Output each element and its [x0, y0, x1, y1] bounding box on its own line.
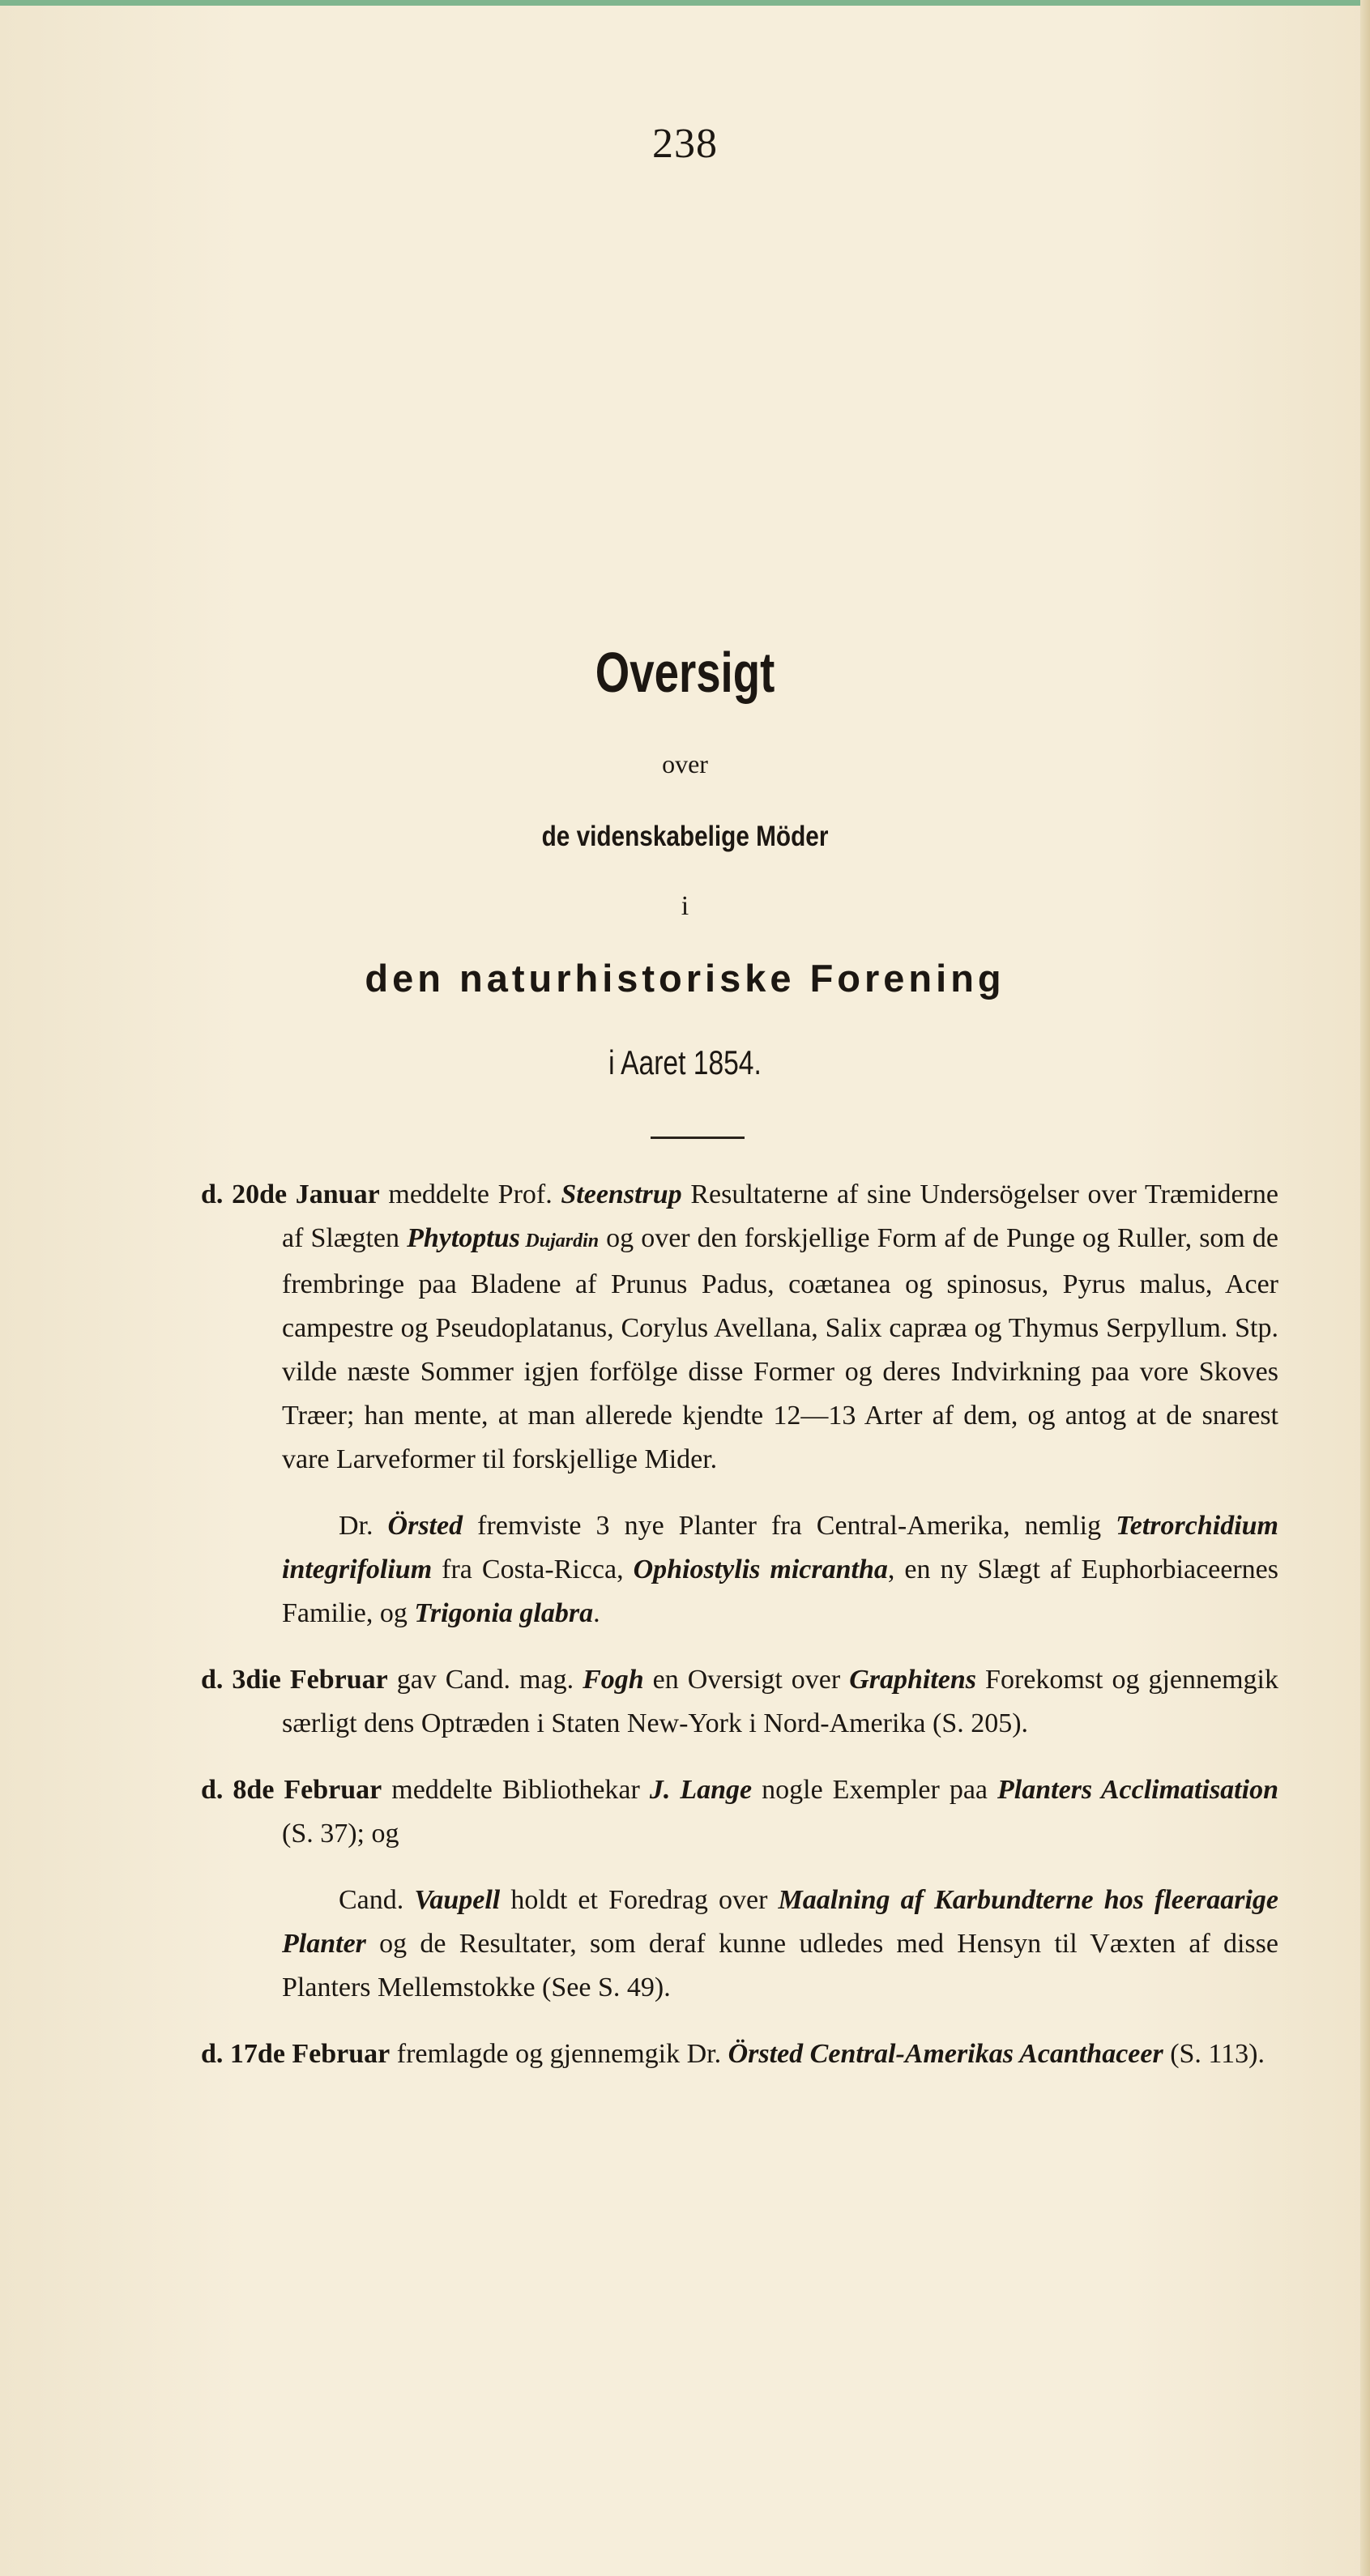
entry-text: gav Cand. mag.	[387, 1665, 583, 1695]
entry-text: og de Resultater, som deraf kunne udledes med Hensyn til Væxten af disse Planters Mellemstokke (See S. 49).	[282, 1929, 1278, 2002]
entry-text: meddelte Prof.	[379, 1179, 561, 1209]
entry-text: holdt et Foredrag over	[500, 1885, 779, 1915]
entry-author: Dujardin	[519, 1230, 600, 1252]
entry-species: Trigonia glabra	[414, 1598, 594, 1628]
heading-meetings: de videnskabelige Möder	[541, 821, 829, 852]
entry-3-februar	[201, 1658, 1278, 1746]
entry-species: Ophiostylis micrantha	[633, 1555, 888, 1584]
entry-topic: Planters Acclimatisation	[997, 1775, 1278, 1805]
entry-text: fra Costa-Ricca,	[432, 1555, 634, 1584]
entry-date: d. 20de Januar	[201, 1179, 380, 1209]
entry-20-januar	[201, 1173, 1278, 1482]
entry-person: Fogh	[583, 1665, 644, 1695]
entry-species: Tetrorchidium integrifolium	[282, 1511, 1278, 1584]
scan-right-edge	[1360, 0, 1370, 2576]
entry-person: Steenstrup	[561, 1179, 682, 1209]
entry-date: d. 8de Februar	[201, 1775, 382, 1805]
entry-vaupell	[282, 1879, 1278, 2010]
entry-topic: Örsted Central-Amerikas Acanthaceer	[728, 2039, 1163, 2069]
entry-text: , en ny Slægt af Euphorbiaceernes Familie, og	[282, 1555, 1278, 1628]
entry-text: fremlagde og gjennemgik Dr.	[390, 2039, 728, 2069]
entry-text: Cand.	[339, 1885, 415, 1915]
entry-person: Vaupell	[414, 1885, 501, 1915]
entry-person: Örsted	[387, 1511, 463, 1541]
entry-text: fremviste 3 nye Planter fra Central-Amerika, nemlig	[463, 1511, 1116, 1541]
entry-text: og over den forskjellige Form af de Punge og Ruller, som de frembringe paa Bladene af Prunus Padus, coætanea og spinosus, Pyrus malus, Acer campestre og Pseudoplatanus, Corylus Avellana, Salix capræa og Thymus Serpyllum. Stp. vilde næste Sommer igjen forfölge disse Former og deres Indvirkning paa vore Skoves Træer; han mente, at man allerede kjendte 12—13 Arter af dem, og antog at de snarest vare Larveformer til forskjellige Mider.	[282, 1223, 1279, 1474]
entry-orsted-plants	[282, 1504, 1278, 1636]
entry-genus: Phytoptus	[407, 1223, 520, 1253]
entry-8-februar	[201, 1768, 1278, 1856]
entry-text: Resultaterne af sine Undersögelser over Træmiderne af Slægten	[282, 1179, 1278, 1253]
entry-text: .	[593, 1598, 600, 1628]
heading-year: i Aaret 1854.	[608, 1043, 762, 1081]
entry-text: Dr.	[339, 1511, 388, 1541]
page-number: 238	[652, 121, 718, 167]
heading-in: i	[681, 891, 689, 921]
entry-date: d. 3die Februar	[201, 1665, 388, 1695]
heading-title: Oversigt	[595, 641, 775, 704]
entry-17-februar	[201, 2032, 1278, 2076]
entry-text: (S. 37); og	[282, 1819, 399, 1849]
section-divider	[651, 1137, 745, 1139]
entry-topic: Graphitens	[849, 1665, 977, 1695]
heading-society: den naturhistoriske Forening	[365, 957, 1005, 1000]
meeting-entries	[201, 1173, 1278, 2099]
entry-text: (S. 113).	[1163, 2039, 1265, 2069]
entry-text: Forekomst og gjennemgik særligt dens Optræden i Staten New-York i Nord-Amerika (S. 205).	[282, 1665, 1278, 1738]
heading-over: over	[662, 749, 708, 778]
entry-text: nogle Exempler paa	[752, 1775, 997, 1805]
scan-top-edge	[0, 0, 1370, 6]
entry-text: en Oversigt over	[643, 1665, 850, 1695]
entry-text: meddelte Bibliothekar	[382, 1775, 650, 1805]
entry-topic: Maalning af Karbundterne hos fleeraarige Planter	[282, 1885, 1278, 1959]
entry-date: d. 17de Februar	[201, 2039, 391, 2069]
entry-person: J. Lange	[649, 1775, 753, 1805]
